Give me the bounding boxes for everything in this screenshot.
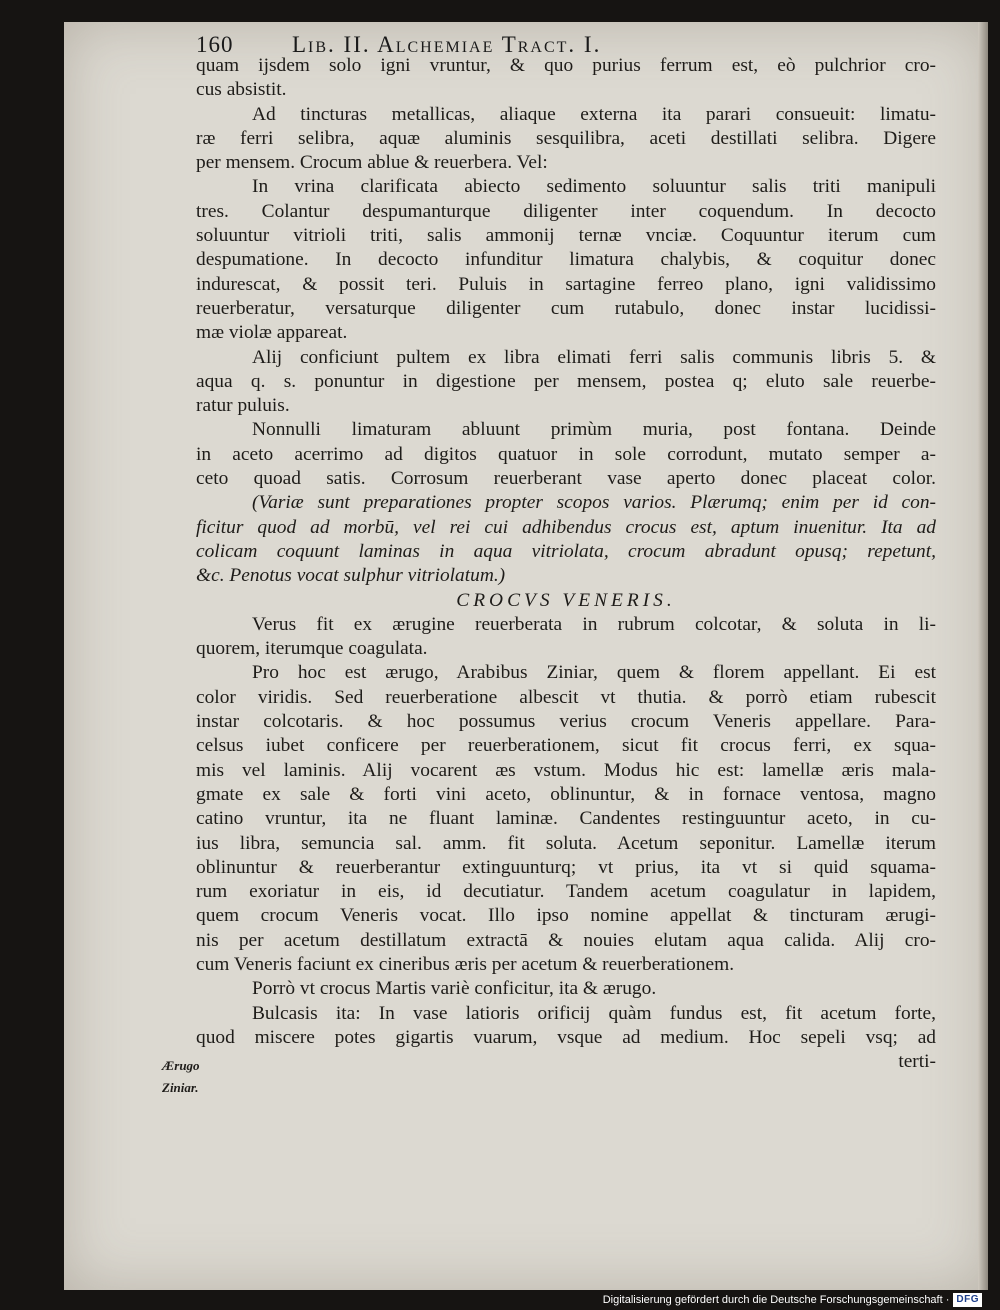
text-line: Porrò vt crocus Martis variè conficitur, ita & ærugo. bbox=[252, 978, 657, 1000]
text-line: mæ violæ appareat. bbox=[196, 322, 348, 344]
body-text bbox=[196, 54, 936, 1074]
text-line: quorem, iterumque coagulata. bbox=[196, 638, 428, 660]
text-line: &c. Penotus vocat sulphur vitriolatum.) bbox=[196, 565, 506, 587]
page-edge bbox=[978, 22, 988, 1290]
text-line: Pro hoc est ærugo, Arabibus Ziniar, quem & florem appellant. Ei est bbox=[252, 662, 936, 684]
text-line: ræ ferri selibra, aquæ aluminis sesquilibra, aceti destillati selibra. Digere bbox=[196, 127, 936, 149]
text-line: colicam coquunt laminas in aqua vitriolata, crocum abradunt opusq; repetunt, bbox=[196, 540, 936, 562]
text-line: oblinuntur & reuerberantur extinguunturq; vt prius, ita vt si quid squama- bbox=[196, 856, 936, 878]
text-line: in aceto acerrimo ad digitos quatuor in sole corrodunt, mutato semper a- bbox=[196, 443, 936, 465]
text-line: rum exoriatur in eis, id decutiatur. Tandem acetum coagulatur in lapidem, bbox=[196, 881, 936, 903]
text-line: cus absistit. bbox=[196, 79, 287, 101]
footer-text: Digitalisierung gefördert durch die Deutsche Forschungsgemeinschaft · bbox=[602, 1294, 950, 1306]
catchword: terti- bbox=[898, 1051, 936, 1073]
text-line: nis per acetum destillatum extractā & nouies elutam aqua calida. Alij cro- bbox=[196, 929, 936, 951]
digitization-credit bbox=[603, 1292, 982, 1308]
text-line: instar colcotaris. & hoc possumus verius crocum Veneris appellare. Para- bbox=[196, 711, 936, 733]
text-line: Verus fit ex ærugine reuerberata in rubrum colcotar, & soluta in li- bbox=[252, 613, 936, 635]
dfg-logo: DFG bbox=[953, 1293, 982, 1307]
text-line: color viridis. Sed reuerberatione albescit vt thutia. & porrò etiam rubescit bbox=[196, 686, 936, 708]
text-line: Ad tincturas metallicas, aliaque externa ita parari consueuit: limatu- bbox=[252, 103, 936, 125]
text-line: tres. Colantur despumanturque diligenter inter coquendum. In decocto bbox=[196, 200, 936, 222]
text-line: catino vruntur, ita ne fluant laminæ. Candentes restinguuntur aceto, in cu- bbox=[196, 808, 936, 830]
text-line: soluuntur vitrioli triti, salis ammonij ternæ vnciæ. Coquuntur iterum cum bbox=[196, 225, 936, 247]
margin-note: Ærugo Ziniar. bbox=[162, 1058, 200, 1095]
text-line: mis vel laminis. Alij vocarent æs vstum. Modus hic est: lamellæ æris mala- bbox=[196, 759, 936, 781]
text-line: quem crocum Veneris vocat. Illo ipso nomine appellat & tincturam ærugi- bbox=[196, 905, 936, 927]
text-line: indurescat, & possit teri. Puluis in sartagine ferreo plano, igni validissimo bbox=[196, 273, 936, 295]
running-title: Lib. II. Alchemiae Tract. I. bbox=[292, 32, 602, 57]
text-line: quod miscere potes gigartis vuarum, vsque ad medium. Hoc sepeli vsq; ad bbox=[196, 1026, 936, 1048]
text-line: ratur puluis. bbox=[196, 395, 290, 417]
text-line: quam ijsdem solo igni vruntur, & quo purius ferrum est, eò pulchrior cro- bbox=[196, 55, 936, 76]
text-line: ius libra, semuncia sal. amm. fit soluta. Acetum seponitur. Lamellæ iterum bbox=[196, 832, 936, 854]
text-line: cum Veneris faciunt ex cineribus æris per acetum & reuerberationem. bbox=[196, 953, 735, 975]
text-line: celsus iubet conficere per reuerberationem, sicut fit crocus ferri, ex squa- bbox=[196, 735, 936, 757]
text-line: despumatione. In decocto infunditur limatura chalybis, & coquitur donec bbox=[196, 249, 936, 271]
text-line: ficitur quod ad morbū, vel rei cui adhibendus crocus est, aptum inuenitur. Ita ad bbox=[196, 516, 936, 538]
text-line: Bulcasis ita: In vase latioris orificij quàm fundus est, fit acetum forte, bbox=[252, 1002, 936, 1024]
text-line: Alij conficiunt pultem ex libra elimati ferri salis communis libris 5. & bbox=[252, 346, 936, 368]
text-line: ceto quoad satis. Corrosum reuerberant vase aperto donec placeat color. bbox=[196, 468, 936, 490]
section-heading: CROCVS VENERIS. bbox=[456, 589, 676, 611]
text-line: In vrina clarificata abiecto sedimento soluuntur salis triti manipuli bbox=[252, 176, 936, 198]
page-number: 160 bbox=[196, 32, 234, 57]
text-line: (Variæ sunt preparationes propter scopos varios. Plærumq; enim per id con- bbox=[252, 492, 936, 514]
text-line: per mensem. Crocum ablue & reuerbera. Vel: bbox=[196, 152, 548, 174]
text-line: Nonnulli limaturam abluunt primùm muria, post fontana. Deinde bbox=[252, 419, 936, 441]
text-line: gmate ex sale & forti vini aceto, oblinuntur, & in fornace ventosa, magno bbox=[196, 783, 936, 805]
text-line: reuerberatur, versaturque diligenter cum rutabulo, donec instar lucidissi- bbox=[196, 297, 936, 319]
text-line: aqua q. s. ponuntur in digestione per mensem, postea q; eluto sale reuerbe- bbox=[196, 370, 936, 392]
